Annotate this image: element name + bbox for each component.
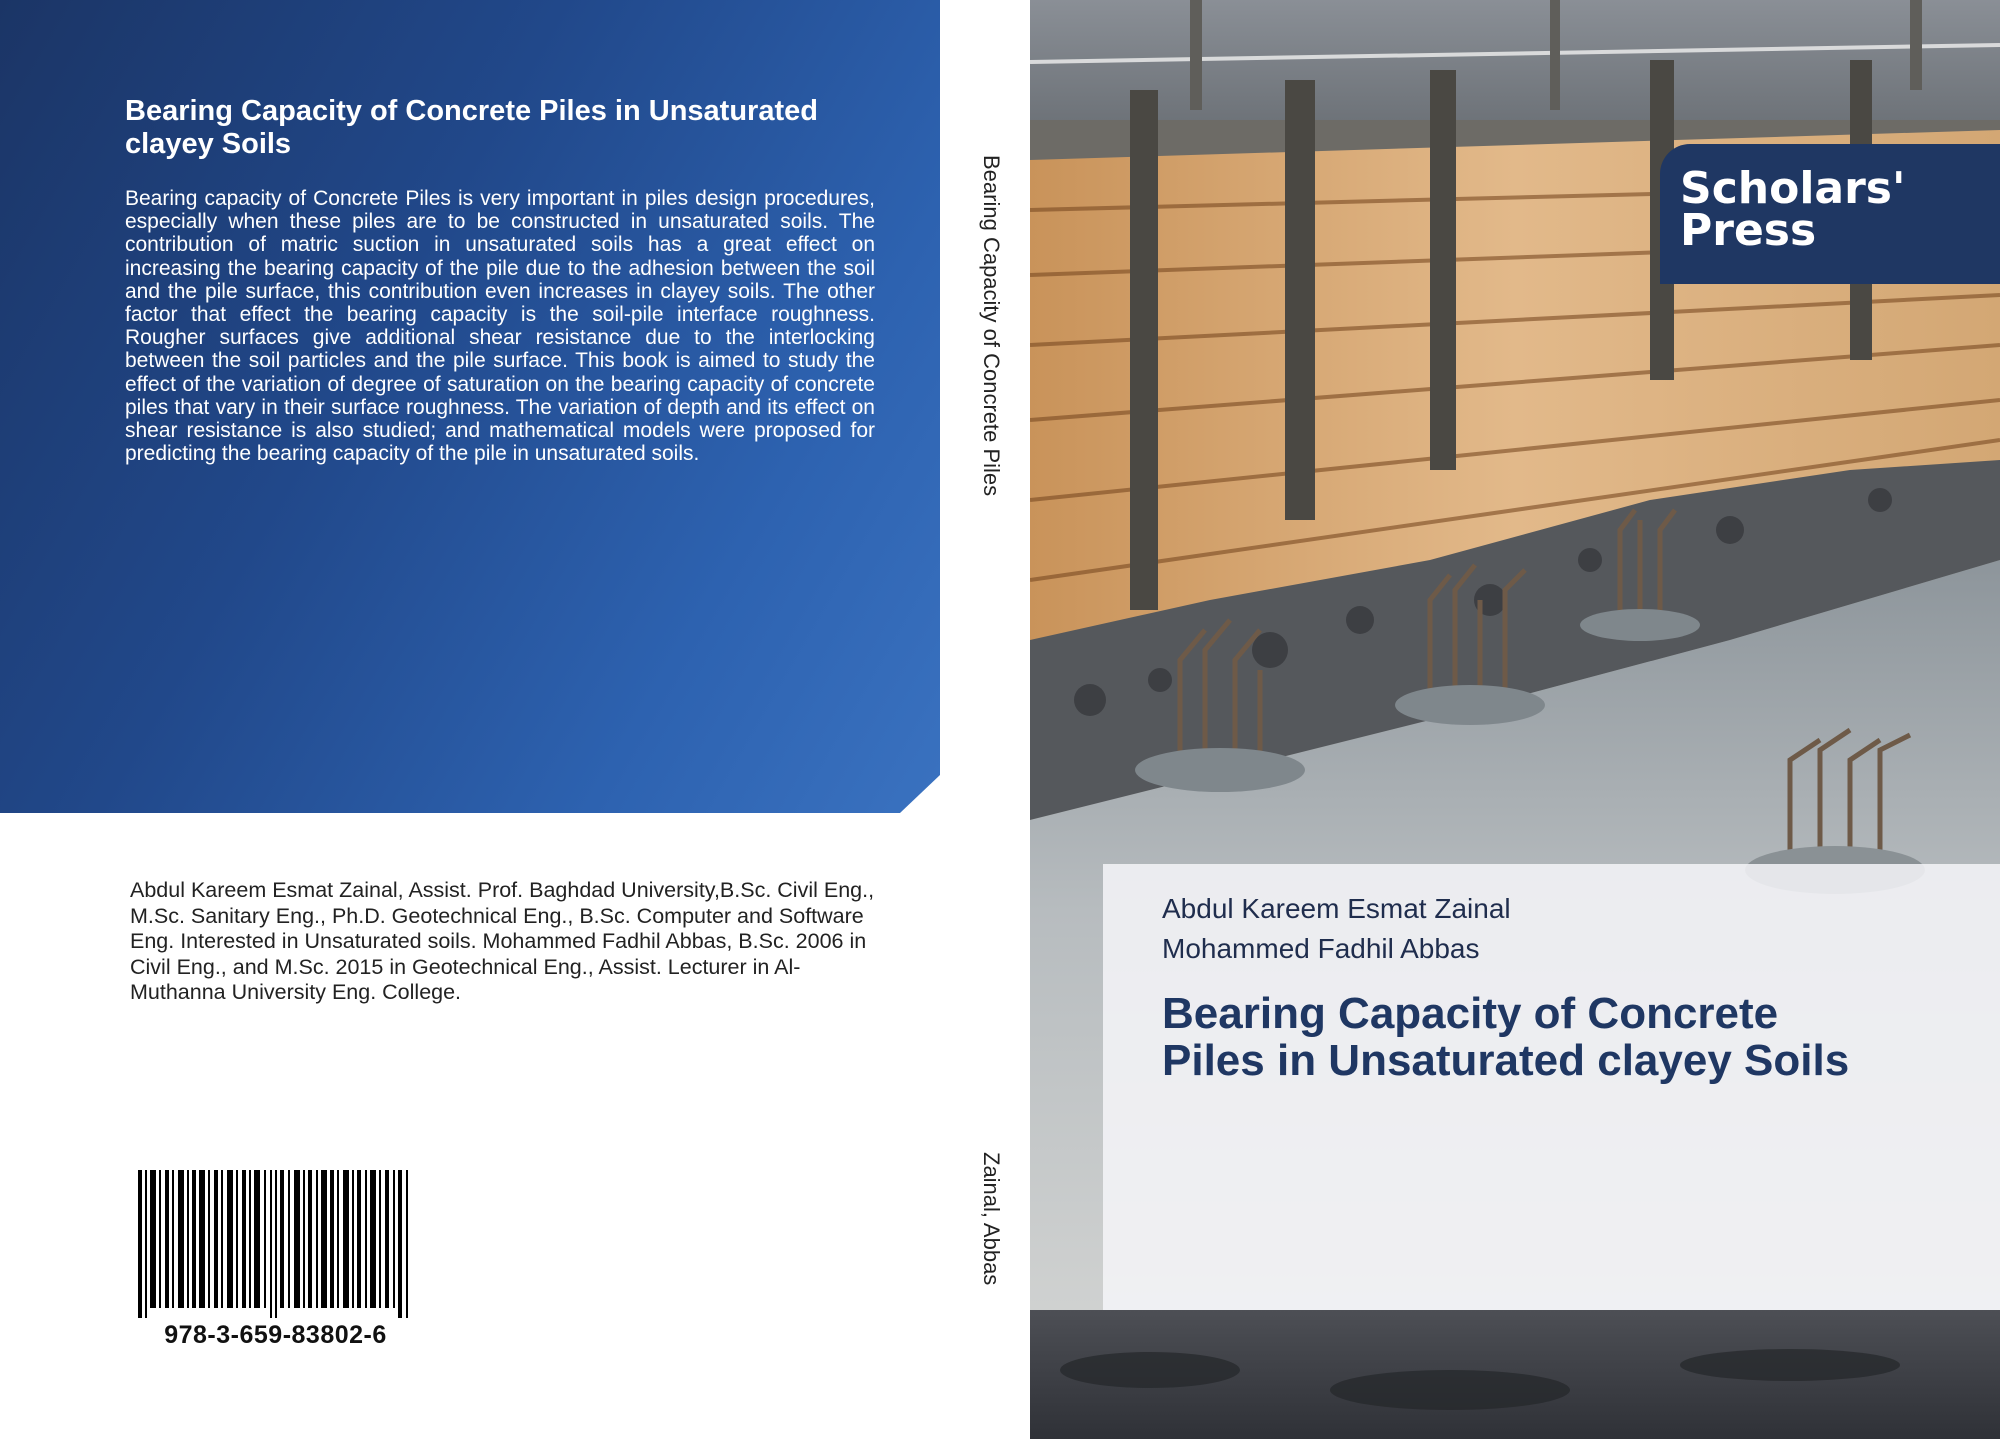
front-author-1: Abdul Kareem Esmat Zainal [1162, 893, 1511, 924]
publisher-name: Scholars' Press [1680, 163, 1906, 256]
back-cover-title: Bearing Capacity of Concrete Piles in Unsaturated clayey Soils [125, 95, 818, 160]
book-spine [940, 0, 1030, 1439]
spine-authors: Zainal, Abbas [979, 1152, 1004, 1286]
title-box [1103, 864, 2000, 1310]
publisher-badge [1660, 144, 2000, 284]
front-author-2: Mohammed Fadhil Abbas [1162, 933, 1480, 964]
spine-title: Bearing Capacity of Concrete Piles [979, 155, 1004, 497]
front-cover-title: Bearing Capacity of Concrete Piles in Unsaturated clayey Soils [1162, 989, 1850, 1085]
front-cover [1030, 0, 2000, 1439]
barcode-bars [138, 1170, 413, 1318]
isbn-number: 978-3-659-83802-6 [164, 1321, 387, 1349]
barcode [138, 1170, 413, 1318]
author-biography: Abdul Kareem Esmat Zainal, Assist. Prof. Baghdad University,B.Sc. Civil Eng., M.Sc. Sanitary Eng., Ph.D. Geotechnical Eng., B.Sc. Computer and Software Eng. Interested in Unsaturated soils. Mohammed Fadhil Abbas, B.Sc. 2006 in Civil Eng., and M.Sc. 2015 in Geotechnical Eng., Assist. Lecturer in Al-Muthanna University Eng. College. [130, 878, 875, 1005]
back-cover-abstract: Bearing capacity of Concrete Piles is very important in piles design procedures, especially when these piles are to be constructed in unsaturated soils. The contribution of matric suction in unsaturated soils has a great effect on increasing the bearing capacity of the pile due to the adhesion between the soil and the pile surface, this contribution even increases in clayey soils. The other factor that effect the bearing capacity is the soil-pile interface roughness. Rougher surfaces give additional shear resistance due to the interlocking between the soil particles and the pile surface. This book is aimed to study the effect of the variation of degree of saturation on the bearing capacity of concrete piles that vary in their surface roughness. The variation of depth and its effect on shear resistance is also studied; and mathematical models were proposed for predicting the bearing capacity of the pile in unsaturated soils. [125, 187, 875, 466]
